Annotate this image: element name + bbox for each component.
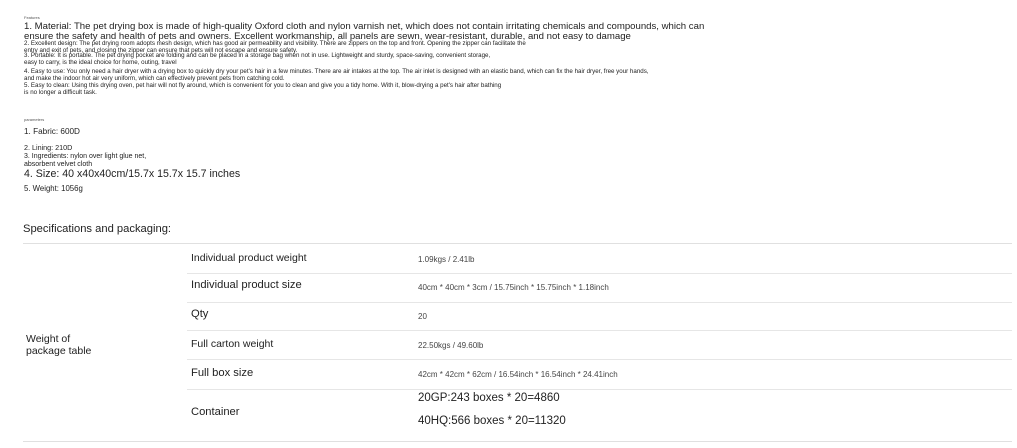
row-label: Full carton weight	[191, 338, 274, 350]
param-ingredients: 3. Ingredients: nylon over light glue net,	[24, 153, 147, 160]
param-size: 4. Size: 40 x40x40cm/15.7x 15.7x 15.7 inches	[24, 168, 241, 180]
feature-line: easy to carry, is the ideal choice for home, outing, travel	[24, 59, 177, 66]
table-row	[187, 330, 1012, 360]
group-label-line2: package table	[26, 345, 92, 357]
feature-line: ensure the safety and health of pets and owners. Excellent workmanship, all panels are sewn, wear-resistant, durable, and not easy to damage	[24, 31, 631, 42]
param-ingredients-cont: absorbent velvet cloth	[24, 161, 93, 168]
row-value: 22.50kgs / 49.60lb	[418, 341, 484, 350]
table-row	[187, 273, 1012, 303]
row-value: 20GP:243 boxes * 20=4860	[418, 392, 560, 404]
table-row	[187, 244, 1012, 274]
table-row	[187, 389, 1012, 441]
row-value: 42cm * 42cm * 62cm / 16.54inch * 16.54inch * 24.41inch	[418, 370, 618, 379]
table-row	[187, 302, 1012, 331]
feature-line: 5. Easy to clean: Using this drying oven, pet hair will not fly around, which is convenient for you to clean and give you a tidy home. With it, blow-drying a pet's hair after bathing	[24, 82, 502, 89]
feature-line: 1. Material: The pet drying box is made of high-quality Oxford cloth and nylon varnish net, which does not contain irritating chemicals and compounds, which can	[24, 21, 705, 32]
feature-line: and make the indoor hot air very uniform, which can effectively prevent pets from catching cold.	[24, 75, 285, 82]
param-weight: 5. Weight: 1056g	[24, 184, 83, 193]
table-row	[187, 359, 1012, 390]
row-label: Container	[191, 406, 240, 418]
parameters-heading: parameters	[24, 117, 45, 122]
row-label: Qty	[191, 308, 209, 320]
feature-line: entry and exit of pets, and closing the zipper can ensure that pets will not escape and ensure safety.	[24, 47, 298, 54]
feature-line: 3. Portable: It is portable. The pet drying pocket are folding and can be placed in a storage bag when not in use. Lightweight and sturdy, space-saving, convenient storage,	[24, 52, 491, 59]
row-value: 40cm * 40cm * 3cm / 15.75inch * 15.75inch * 1.18inch	[418, 283, 609, 292]
row-label: Full box size	[191, 367, 254, 379]
specs-title: Specifications and packaging:	[23, 223, 172, 235]
row-label: Individual product weight	[191, 252, 307, 264]
row-label: Individual product size	[191, 279, 302, 291]
row-value: 20	[418, 312, 427, 321]
spec-table	[23, 243, 1012, 442]
feature-line: 2. Excellent design: The pet drying room adopts mesh design, which has good air permeability and visibility. There are zippers on the top and front. Opening the zipper can facilitate the	[24, 40, 526, 47]
param-lining: 2. Lining: 210D	[24, 143, 73, 152]
features-heading: Features	[24, 15, 40, 20]
feature-line: 4. Easy to use: You only need a hair dryer with a drying box to quickly dry your pet's hair in a few minutes. There are air intakes at the top. The air inlet is designed with an elastic band, which can fix the hair dryer, free your hands,	[24, 68, 649, 75]
row-value: 1.09kgs / 2.41lb	[418, 255, 475, 264]
feature-line: is no longer a difficult task.	[24, 89, 97, 96]
row-value: 40HQ:566 boxes * 20=11320	[418, 415, 566, 427]
group-label	[26, 333, 91, 357]
param-fabric: 1. Fabric: 600D	[24, 127, 80, 136]
group-label-line1: Weight of	[26, 333, 71, 345]
